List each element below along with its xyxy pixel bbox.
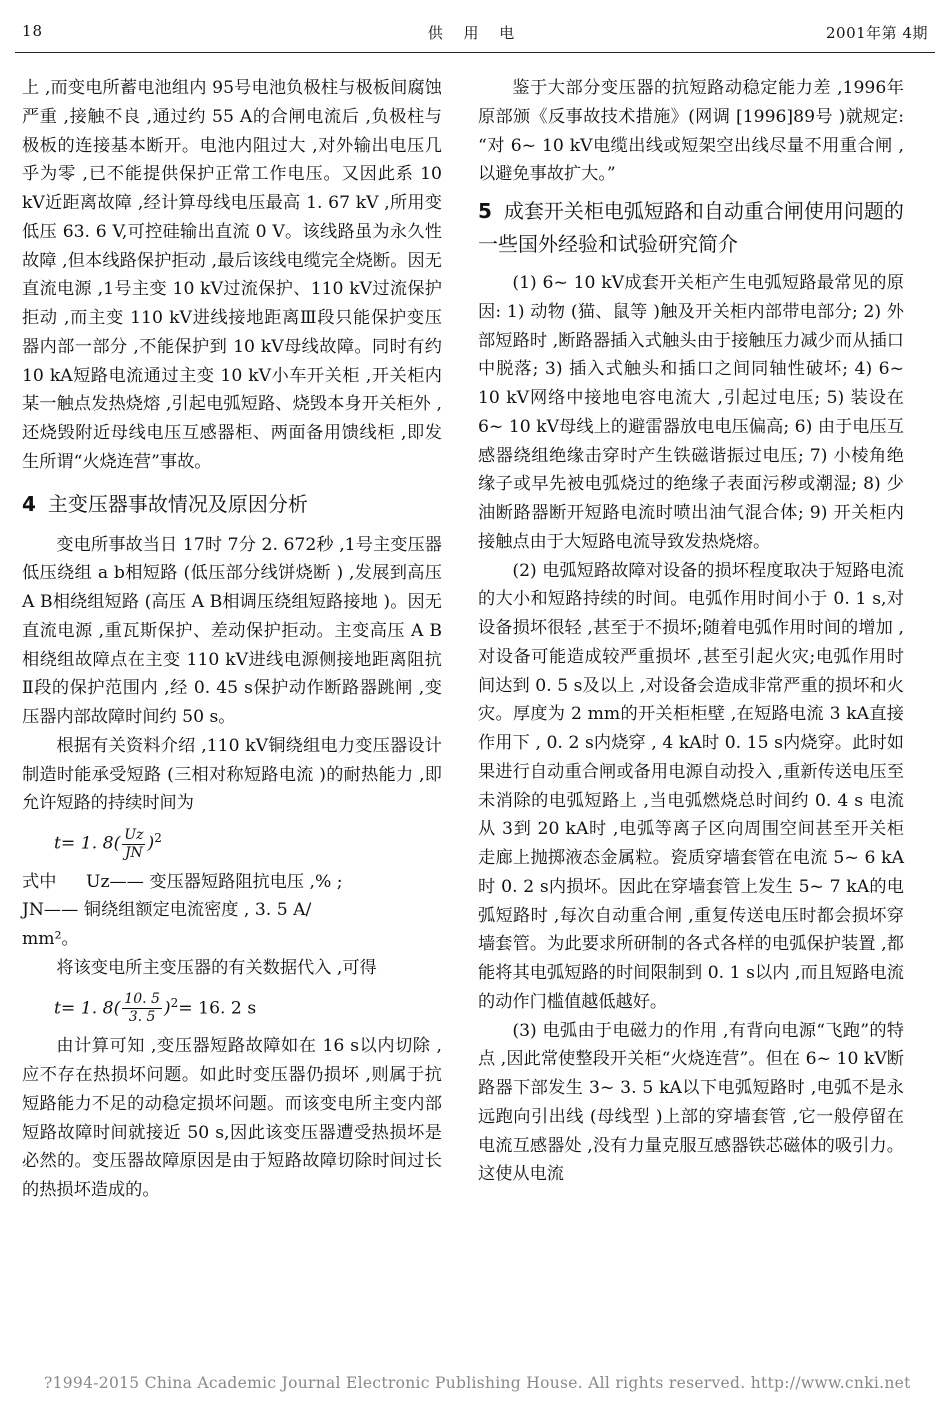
page-number: 18 xyxy=(22,22,44,40)
issue-label: 2001年第 4期 xyxy=(826,24,928,42)
formula-1 xyxy=(54,824,442,862)
formula-lhs: t= 1. 8( xyxy=(54,998,121,1019)
journal-title: 供 用 电 xyxy=(427,24,523,42)
paragraph: 上 ,而变电所蓄电池组内 95号电池负极柱与极板间腐蚀严重 ,接触不良 ,通过约 55 A的合闸电流后 ,负极柱与极板的连接基本断开。电池内阻过大 ,对外输出电压几乎为零 ,已不能提供保护正常工作电压。又因此系 10 kV近距离故障 ,经计算母线电压最高 1. 67 kV ,所用变低压 63. 6 V,可控硅输出直流 0 V。该线路虽为永久性故障 ,但本线路保护拒动 ,最后该线电缆完全烧断。因无直流电源 ,1号主变 10 kV过流保护、110 kV过流保护拒动 ,而主变 110 kV进线接地距离Ⅲ段只能保护变压器内部一部分 ,不能保护到 10 kV母线故障。同时有约 10 kA短路电流通过主变 10 kV小车开关柜 ,开关柜内某一触点发热烧熔 ,引起电弧短路、烧毁本身开关柜外 ,还烧毁附近母线电压互感器柜、两面备用馈线柜 ,即发生所谓“火烧连营”事故。 xyxy=(22,78,442,472)
section-heading-4 xyxy=(22,489,442,519)
copyright-footer: ?1994-2015 China Academic Journal Electronic Publishing House. All rights reserved. http://www.cnki.net xyxy=(44,1374,911,1392)
section-title: 成套开关柜电弧短路和自动重合闸使用问题的一些国外经验和试验研究简介 xyxy=(478,199,904,256)
section-title: 主变压器事故情况及原因分析 xyxy=(47,491,308,516)
header-rule xyxy=(15,52,935,53)
paragraph: 将该变电所主变压器的有关数据代入 ,可得 xyxy=(56,957,377,978)
formula-exponent: 2 xyxy=(154,831,162,845)
formula-fraction xyxy=(122,991,162,1026)
fraction-numerator: 10. 5 xyxy=(124,991,160,1008)
left-column xyxy=(22,74,442,1205)
definition-row: JN—— 铜绕组额定电流密度 , 3. 5 A/ xyxy=(22,900,312,921)
definition-row xyxy=(22,868,442,897)
paragraph: (1) 6~ 10 kV成套开关柜产生电弧短路最常见的原因: 1) 动物 (猫、鼠等 )触及开关柜内部带电部分; 2) 外部短路时 ,断路器插入式触头由于接触压力减少而从插口中脱落; 3) 插入式触头和插口之间同轴性破坏; 4) 6~ 10 kV网络中接地电容电流大 ,引起过电压; 5) 装设在 6~ 10 kV母线上的避雷器放电电压偏高; 6) 由于电压互感器绕组绝缘击穿时产生铁磁谐振过电压; 7) 小棱角绝缘子或早先被电弧烧过的绝缘子表面污秽或潮湿; 8) 少油断路器断开短路电流时喷出油气混合体; 9) 开关柜内接触点由于大短路电流导致发热烧熔。 xyxy=(478,273,904,552)
formula-exponent: 2 xyxy=(170,995,179,1010)
fraction-numerator: Uz xyxy=(124,826,144,843)
fraction-denominator: 3. 5 xyxy=(128,1009,156,1026)
paragraph: 由计算可知 ,变压器短路故障如在 16 s以内切除 ,应不存在热损坏问题。如此时变压器仍损坏 ,则属于抗短路能力不足的动稳定损坏问题。而该变电所主变内部短路故障时间就接近 50 s,因此该变压器遭受热损坏是必然的。变压器故障原因是由于短路故障切除时间过长的热损坏造成的。 xyxy=(22,1036,442,1201)
formula-2 xyxy=(54,989,442,1027)
formula-result: = 16. 2 s xyxy=(178,998,257,1019)
paragraph: (2) 电弧短路故障对设备的损坏程度取决于短路电流的大小和短路持续的时间。电弧作用时间小于 0. 1 s,对设备损坏很轻 ,甚至于不损坏;随着电弧作用时间的增加 ,对设备可能造成较严重损坏 ,甚至引起火灾;电弧作用时间达到 0. 5 s及以上 ,对设备会造成非常严重的损坏和火灾。厚度为 2 mm的开关柜柜壁 ,在短路电流 3 kA直接作用下 , 0. 2 s内烧穿 , 4 kA时 0. 15 s内烧穿。此时如果进行自动重合闸或备用电源自动投入 ,重新传送电压至未消除的电弧短路上 ,当电弧燃烧总时间约 0. 4 s 电流从 3到 20 kA时 ,电弧等离子区向周围空间甚至开关柜走廊上抛掷液态金属粒。瓷质穿墙套管在电流 5~ 6 kA时 0. 2 s内损坏。因此在穿墙套管上发生 5~ 7 kA的电弧短路时 ,每次自动重合闸 ,重复传送电压时都会损坏穿墙套管。为此要求所研制的各式各样的电弧保护装置 ,都能将其电弧短路的时间限制到 0. 1 s以内 ,而且短路电流的动作门槛值越低越好。 xyxy=(478,560,904,1012)
paragraph: 鉴于大部分变压器的抗短路动稳定能力差 ,1996年原部颁《反事故技术措施》(网调 [1996]89号 )就规定: “对 6~ 10 kV电缆出线或短架空出线尽量不用重合闸 ,以避免事故扩大。” xyxy=(478,78,904,185)
definition-row-cont: mm²。 xyxy=(22,929,79,950)
definition-text: Uz—— 变压器短路阻抗电压 ,% ; xyxy=(86,871,343,892)
formula-fraction xyxy=(122,827,145,862)
fraction-denominator: JN xyxy=(124,844,143,861)
section-number: 4 xyxy=(22,491,36,516)
paragraph: 根据有关资料介绍 ,110 kV铜绕组电力变压器设计制造时能承受短路 (三相对称短路电流 )的耐热能力 ,即允许短路的持续时间为 xyxy=(22,735,442,814)
formula-paren: ) xyxy=(163,998,171,1019)
formula-paren: ) xyxy=(147,833,155,854)
section-heading-5 xyxy=(478,195,904,261)
paragraph: (3) 电弧由于电磁力的作用 ,有背向电源“飞跑”的特点 ,因此常使整段开关柜“火烧连营”。但在 6~ 10 kV断路器下部发生 3~ 3. 5 kA以下电弧短路时 ,电弧不是永远跑向引出线 (母线型 )上部的穿墙套管 ,它一般停留在电流互感器处 ,没有力量克服互感器铁芯磁体的吸引力。这使从电流 xyxy=(478,1020,904,1185)
where-label: 式中 xyxy=(22,871,57,892)
right-column xyxy=(478,74,904,1189)
formula-lhs: t= 1. 8( xyxy=(54,833,121,854)
section-number: 5 xyxy=(478,199,492,223)
paragraph: 变电所事故当日 17时 7分 2. 672秒 ,1号主变压器低压绕组 a b相短路 (低压部分线饼烧断 ) ,发展到高压 A B相绕组短路 (高压 A B相调压绕组短路接地 )。因无直流电源 ,重瓦斯保护、差动保护拒动。主变高压 A B相绕组故障点在主变 110 kV进线电源侧接地距离阻抗Ⅱ段的保护范围内 ,经 0. 45 s保护动作断路器跳闸 ,变压器内部故障时间约 50 s。 xyxy=(22,534,442,727)
